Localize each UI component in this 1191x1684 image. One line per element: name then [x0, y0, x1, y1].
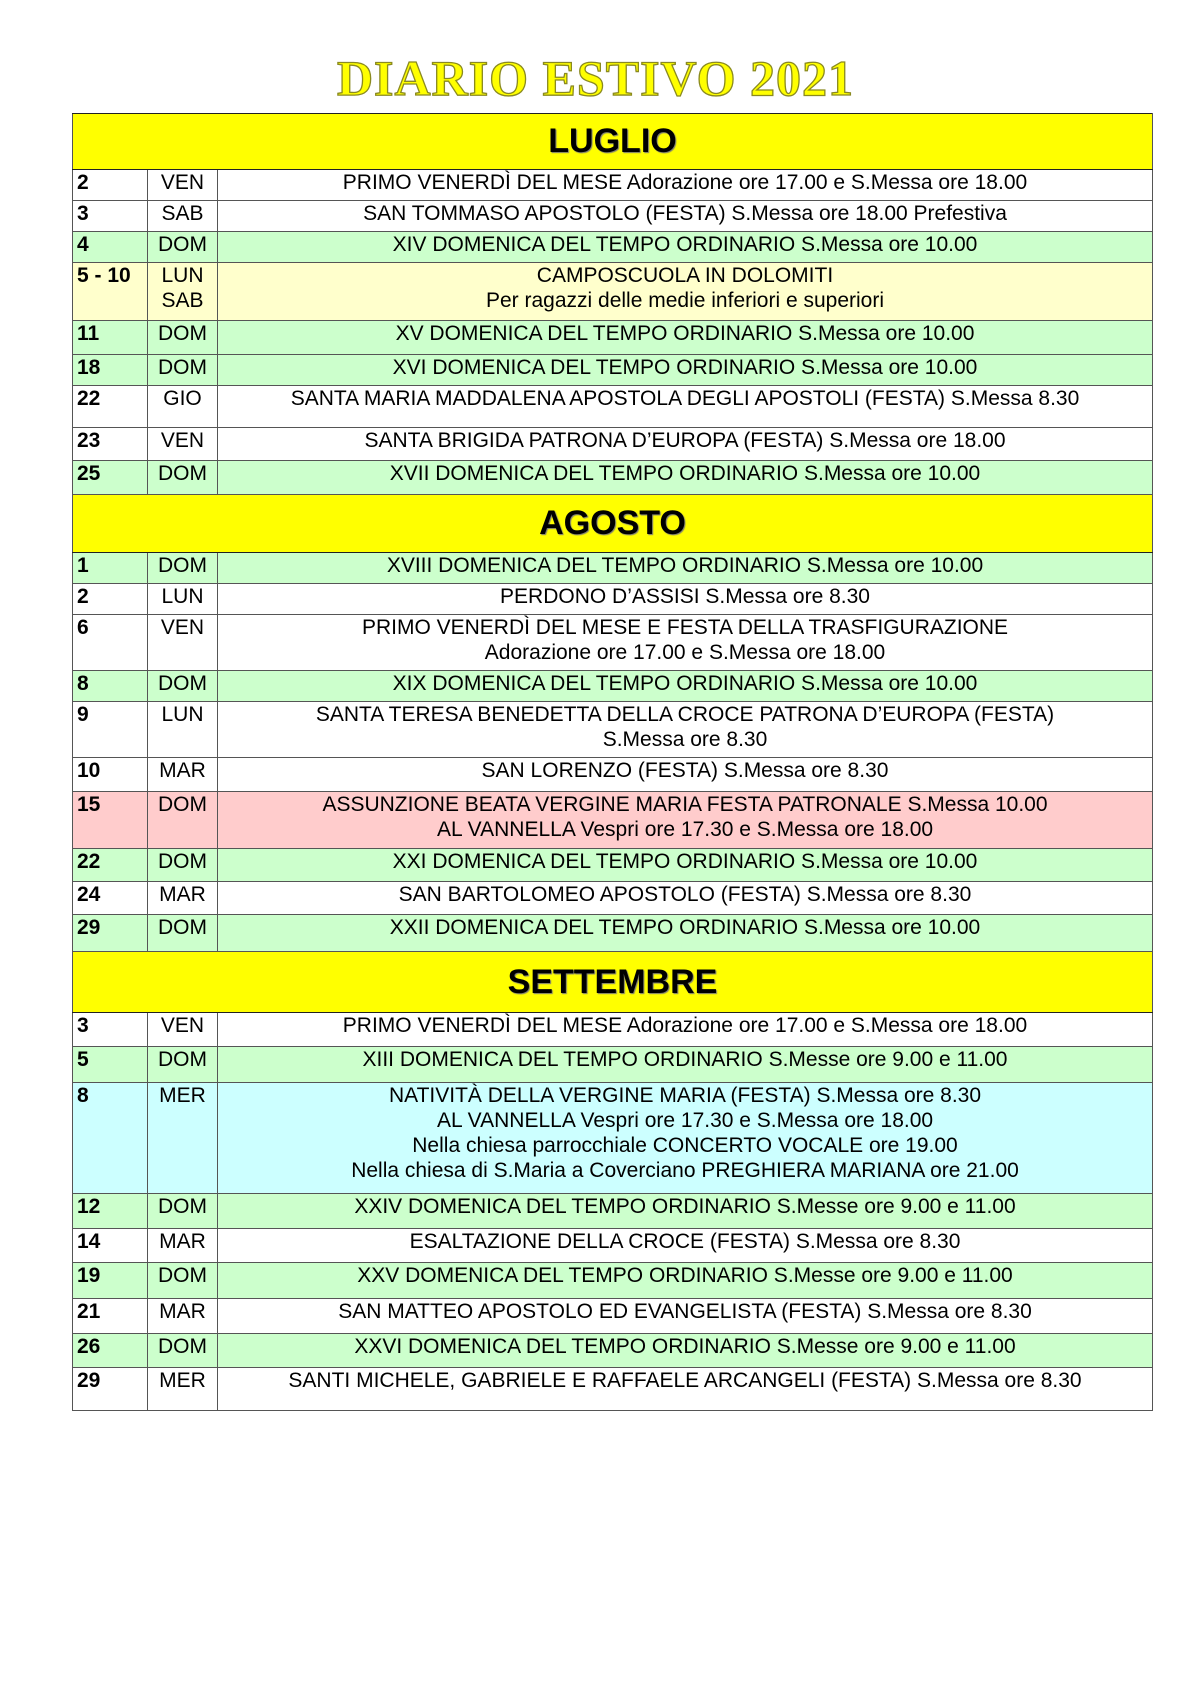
- description-line: SANTA BRIGIDA PATRONA D’EUROPA (FESTA) S.Messa ore 18.00: [364, 429, 1006, 452]
- description-line: AL VANNELLA Vespri ore 17.30 e S.Messa ore 18.00: [436, 1109, 934, 1132]
- description-line: XIX DOMENICA DEL TEMPO ORDINARIO S.Messa ore 10.00: [392, 672, 978, 695]
- event-weekday: [148, 1047, 218, 1083]
- weekday-label: VEN: [160, 429, 205, 452]
- event-row: [73, 1263, 1153, 1299]
- event-row: [73, 386, 1153, 428]
- description-line: XVI DOMENICA DEL TEMPO ORDINARIO S.Messa ore 10.00: [392, 356, 978, 379]
- description-line: Adorazione ore 17.00 e S.Messa ore 18.00: [484, 641, 886, 664]
- event-weekday: [148, 702, 218, 758]
- weekday-label: VEN: [160, 1014, 205, 1037]
- event-weekday: [148, 849, 218, 882]
- weekday-label: MAR: [159, 1230, 206, 1253]
- event-description: [218, 1334, 1153, 1368]
- weekday-label: DOM: [158, 462, 207, 485]
- description-line: SAN LORENZO (FESTA) S.Messa ore 8.30: [481, 759, 889, 782]
- event-weekday: [148, 201, 218, 232]
- event-weekday: [148, 321, 218, 355]
- event-description: [218, 263, 1153, 321]
- event-day: 1: [73, 553, 148, 584]
- event-weekday: [148, 553, 218, 584]
- weekday-label: DOM: [158, 850, 207, 873]
- event-row: [73, 1194, 1153, 1229]
- description-line: XXVI DOMENICA DEL TEMPO ORDINARIO S.Messe ore 9.00 e 11.00: [354, 1335, 1016, 1358]
- description-line: PERDONO D’ASSISI S.Messa ore 8.30: [500, 585, 870, 608]
- event-description: [218, 1263, 1153, 1299]
- event-day: 11: [73, 321, 148, 355]
- event-description: [218, 321, 1153, 355]
- event-day: 12: [73, 1194, 148, 1229]
- event-weekday: [148, 428, 218, 461]
- event-weekday: [148, 355, 218, 386]
- event-row: [73, 915, 1153, 952]
- description-line: XIII DOMENICA DEL TEMPO ORDINARIO S.Messe ore 9.00 e 11.00: [362, 1048, 1008, 1071]
- description-line: Nella chiesa di S.Maria a Coverciano PREGHIERA MARIANA ore 21.00: [351, 1159, 1019, 1182]
- description-line: SAN TOMMASO APOSTOLO (FESTA) S.Messa ore 18.00 Prefestiva: [363, 202, 1007, 225]
- description-line: SANTA TERESA BENEDETTA DELLA CROCE PATRONA D’EUROPA (FESTA): [315, 703, 1055, 726]
- event-day: 29: [73, 1368, 148, 1411]
- weekday-label: MER: [159, 1084, 206, 1107]
- event-row: [73, 1083, 1153, 1194]
- event-description: [218, 170, 1153, 201]
- weekday-label: DOM: [158, 1264, 207, 1287]
- event-day: 23: [73, 428, 148, 461]
- event-day: 2: [73, 170, 148, 201]
- weekday-label: SAB: [161, 289, 204, 312]
- event-description: [218, 1194, 1153, 1229]
- event-day: 25: [73, 461, 148, 495]
- weekday-label: DOM: [158, 1335, 207, 1358]
- event-day: 9: [73, 702, 148, 758]
- event-day: 10: [73, 758, 148, 792]
- description-line: XV DOMENICA DEL TEMPO ORDINARIO S.Messa ore 10.00: [395, 322, 975, 345]
- weekday-label: SAB: [161, 202, 204, 225]
- event-description: [218, 1083, 1153, 1194]
- description-line: XXV DOMENICA DEL TEMPO ORDINARIO S.Messe ore 9.00 e 11.00: [357, 1264, 1013, 1287]
- event-day: 8: [73, 671, 148, 702]
- event-row: [73, 201, 1153, 232]
- event-day: 22: [73, 849, 148, 882]
- description-line: Nella chiesa parrocchiale CONCERTO VOCALE ore 19.00: [412, 1134, 958, 1157]
- month-header-row: [73, 952, 1153, 1013]
- event-description: [218, 671, 1153, 702]
- event-row: [73, 849, 1153, 882]
- event-weekday: [148, 386, 218, 428]
- event-row: [73, 1368, 1153, 1411]
- description-line: XXI DOMENICA DEL TEMPO ORDINARIO S.Messa ore 10.00: [392, 850, 978, 873]
- description-line: CAMPOSCUOLA IN DOLOMITI: [536, 264, 834, 287]
- event-row: [73, 1047, 1153, 1083]
- event-description: [218, 461, 1153, 495]
- weekday-label: DOM: [158, 356, 207, 379]
- weekday-label: MAR: [159, 1300, 206, 1323]
- event-row: [73, 1013, 1153, 1047]
- event-description: [218, 758, 1153, 792]
- event-row: [73, 671, 1153, 702]
- event-weekday: [148, 1334, 218, 1368]
- event-row: [73, 615, 1153, 671]
- description-line: AL VANNELLA Vespri ore 17.30 e S.Messa ore 18.00: [436, 818, 934, 841]
- description-line: SANTA MARIA MADDALENA APOSTOLA DEGLI APOSTOLI (FESTA) S.Messa 8.30: [290, 387, 1080, 410]
- event-row: [73, 553, 1153, 584]
- event-day: 14: [73, 1229, 148, 1263]
- event-weekday: [148, 1229, 218, 1263]
- weekday-label: MER: [159, 1369, 206, 1392]
- event-description: [218, 355, 1153, 386]
- event-day: 18: [73, 355, 148, 386]
- event-weekday: [148, 1299, 218, 1334]
- event-description: [218, 584, 1153, 615]
- event-day: 5 - 10: [73, 263, 148, 321]
- weekday-label: VEN: [160, 171, 205, 194]
- event-day: 21: [73, 1299, 148, 1334]
- description-line: PRIMO VENERDÌ DEL MESE Adorazione ore 17.00 e S.Messa ore 18.00: [342, 171, 1028, 194]
- event-day: 29: [73, 915, 148, 952]
- event-weekday: [148, 671, 218, 702]
- description-line: XVII DOMENICA DEL TEMPO ORDINARIO S.Messa ore 10.00: [389, 462, 981, 485]
- event-day: 8: [73, 1083, 148, 1194]
- description-line: SAN MATTEO APOSTOLO ED EVANGELISTA (FESTA) S.Messa ore 8.30: [338, 1300, 1032, 1323]
- event-row: [73, 232, 1153, 263]
- event-weekday: [148, 1194, 218, 1229]
- description-line: Per ragazzi delle medie inferiori e superiori: [485, 289, 884, 312]
- event-row: [73, 758, 1153, 792]
- event-day: 6: [73, 615, 148, 671]
- event-row: [73, 428, 1153, 461]
- description-line: SANTI MICHELE, GABRIELE E RAFFAELE ARCANGELI (FESTA) S.Messa ore 8.30: [288, 1369, 1082, 1392]
- event-description: [218, 232, 1153, 263]
- description-line: XXIV DOMENICA DEL TEMPO ORDINARIO S.Messe ore 9.00 e 11.00: [354, 1195, 1016, 1218]
- event-row: [73, 263, 1153, 321]
- event-day: 3: [73, 1013, 148, 1047]
- weekday-label: DOM: [158, 1195, 207, 1218]
- description-line: SAN BARTOLOMEO APOSTOLO (FESTA) S.Messa ore 8.30: [398, 883, 972, 906]
- event-weekday: [148, 263, 218, 321]
- event-description: [218, 1368, 1153, 1411]
- month-header-row: [73, 495, 1153, 553]
- weekday-label: LUN: [161, 703, 204, 726]
- description-line: S.Messa ore 8.30: [602, 728, 768, 751]
- month-name: SETTEMBRE: [73, 952, 1153, 1013]
- event-row: [73, 882, 1153, 915]
- event-description: [218, 1229, 1153, 1263]
- description-line: XVIII DOMENICA DEL TEMPO ORDINARIO S.Messa ore 10.00: [386, 554, 984, 577]
- event-weekday: [148, 758, 218, 792]
- event-description: [218, 428, 1153, 461]
- event-day: 4: [73, 232, 148, 263]
- summer-diary-table: [72, 113, 1153, 1411]
- event-row: [73, 792, 1153, 849]
- event-description: [218, 615, 1153, 671]
- event-weekday: [148, 792, 218, 849]
- weekday-label: VEN: [160, 616, 205, 639]
- event-day: 3: [73, 201, 148, 232]
- event-weekday: [148, 915, 218, 952]
- event-weekday: [148, 232, 218, 263]
- event-row: [73, 170, 1153, 201]
- event-description: [218, 1299, 1153, 1334]
- event-description: [218, 1013, 1153, 1047]
- event-description: [218, 553, 1153, 584]
- event-row: [73, 461, 1153, 495]
- event-day: 15: [73, 792, 148, 849]
- event-weekday: [148, 170, 218, 201]
- event-row: [73, 702, 1153, 758]
- event-row: [73, 1229, 1153, 1263]
- event-row: [73, 321, 1153, 355]
- event-description: [218, 882, 1153, 915]
- event-weekday: [148, 1083, 218, 1194]
- event-weekday: [148, 615, 218, 671]
- weekday-label: LUN: [161, 585, 204, 608]
- weekday-label: LUN: [161, 264, 204, 287]
- description-line: NATIVITÀ DELLA VERGINE MARIA (FESTA) S.Messa ore 8.30: [388, 1084, 982, 1107]
- event-weekday: [148, 882, 218, 915]
- event-row: [73, 355, 1153, 386]
- weekday-label: MAR: [159, 759, 206, 782]
- weekday-label: DOM: [158, 793, 207, 816]
- month-header-row: [73, 114, 1153, 170]
- page-title: DIARIO ESTIVO 2021: [336, 50, 855, 106]
- event-description: [218, 201, 1153, 232]
- event-weekday: [148, 1368, 218, 1411]
- event-day: 22: [73, 386, 148, 428]
- description-line: ASSUNZIONE BEATA VERGINE MARIA FESTA PATRONALE S.Messa 10.00: [322, 793, 1048, 816]
- event-description: [218, 915, 1153, 952]
- event-weekday: [148, 1013, 218, 1047]
- event-weekday: [148, 584, 218, 615]
- event-description: [218, 1047, 1153, 1083]
- description-line: ESALTAZIONE DELLA CROCE (FESTA) S.Messa ore 8.30: [409, 1230, 961, 1253]
- event-row: [73, 1299, 1153, 1334]
- weekday-label: DOM: [158, 554, 207, 577]
- event-description: [218, 792, 1153, 849]
- event-day: 19: [73, 1263, 148, 1299]
- event-description: [218, 386, 1153, 428]
- event-day: 24: [73, 882, 148, 915]
- weekday-label: DOM: [158, 233, 207, 256]
- event-description: [218, 849, 1153, 882]
- month-name: LUGLIO: [73, 114, 1153, 170]
- event-row: [73, 584, 1153, 615]
- weekday-label: GIO: [163, 387, 202, 410]
- description-line: PRIMO VENERDÌ DEL MESE E FESTA DELLA TRASFIGURAZIONE: [361, 616, 1009, 639]
- weekday-label: DOM: [158, 916, 207, 939]
- description-line: XIV DOMENICA DEL TEMPO ORDINARIO S.Messa ore 10.00: [392, 233, 978, 256]
- event-row: [73, 1334, 1153, 1368]
- weekday-label: DOM: [158, 672, 207, 695]
- event-day: 5: [73, 1047, 148, 1083]
- month-name: AGOSTO: [73, 495, 1153, 553]
- event-weekday: [148, 461, 218, 495]
- description-line: PRIMO VENERDÌ DEL MESE Adorazione ore 17.00 e S.Messa ore 18.00: [342, 1014, 1028, 1037]
- event-description: [218, 702, 1153, 758]
- weekday-label: DOM: [158, 1048, 207, 1071]
- event-day: 26: [73, 1334, 148, 1368]
- description-line: XXII DOMENICA DEL TEMPO ORDINARIO S.Messa ore 10.00: [389, 916, 981, 939]
- event-weekday: [148, 1263, 218, 1299]
- event-day: 2: [73, 584, 148, 615]
- weekday-label: DOM: [158, 322, 207, 345]
- weekday-label: MAR: [159, 883, 206, 906]
